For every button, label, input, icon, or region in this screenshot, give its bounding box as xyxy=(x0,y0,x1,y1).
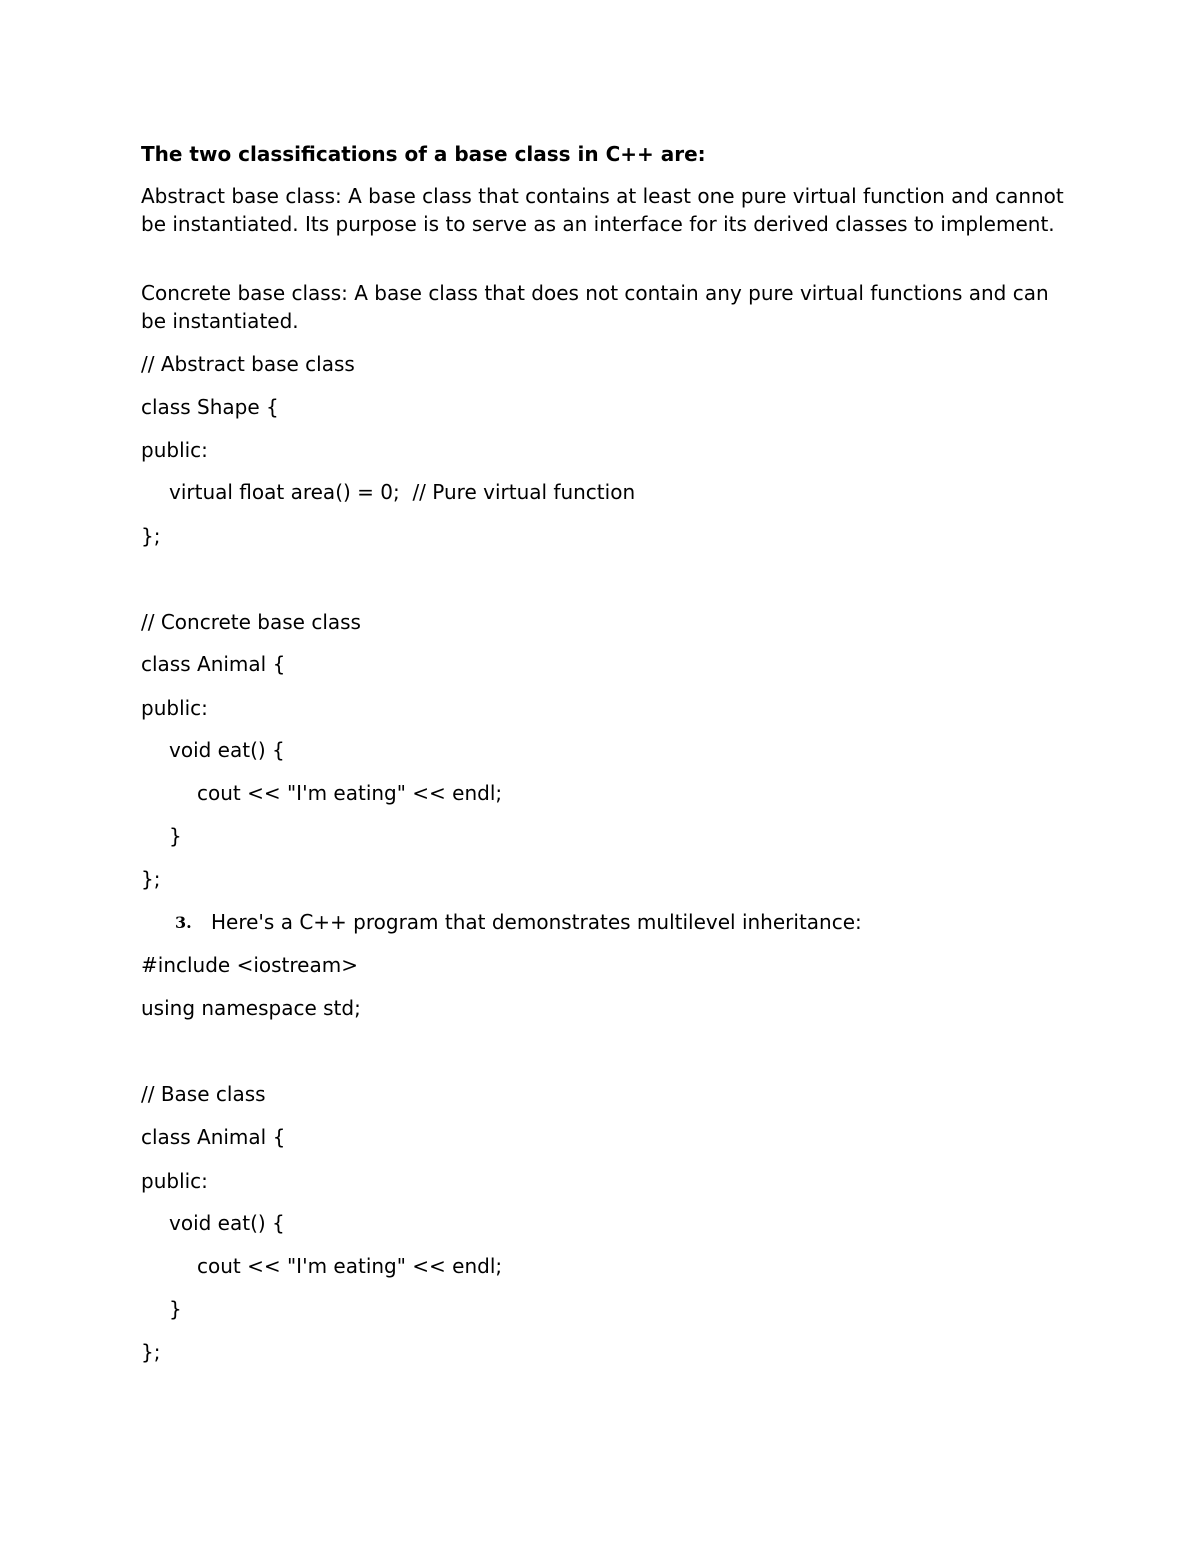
code-line: using namespace std; xyxy=(141,996,361,1020)
code-comment: // Base class xyxy=(141,1082,266,1106)
code-line: public: xyxy=(141,696,208,720)
section-heading: The two classifications of a base class in C++ are: xyxy=(141,142,706,166)
code-line: cout << "I'm eating" << endl; xyxy=(197,1254,503,1278)
code-line: virtual float area() = 0; // Pure virtual function xyxy=(169,480,636,504)
concrete-base-class-paragraph: Concrete base class: A base class that does not contain any pure virtual functions and can be instantiated. xyxy=(141,281,1049,333)
code-line: class Animal { xyxy=(141,1125,286,1149)
code-line: class Animal { xyxy=(141,652,286,676)
list-item-text: Here's a C++ program that demonstrates multilevel inheritance: xyxy=(211,910,862,934)
code-line: }; xyxy=(141,1340,161,1364)
code-comment: // Abstract base class xyxy=(141,352,355,376)
code-line: public: xyxy=(141,1169,208,1193)
code-line: } xyxy=(169,824,182,848)
code-line: class Shape { xyxy=(141,395,279,419)
code-line: void eat() { xyxy=(169,1211,285,1235)
code-line: void eat() { xyxy=(169,738,285,762)
list-number: 3. xyxy=(175,913,192,932)
code-line: cout << "I'm eating" << endl; xyxy=(197,781,503,805)
code-line: }; xyxy=(141,867,161,891)
code-comment: // Concrete base class xyxy=(141,610,361,634)
code-line: #include <iostream> xyxy=(141,953,358,977)
code-line: public: xyxy=(141,438,208,462)
abstract-base-class-paragraph: Abstract base class: A base class that contains at least one pure virtual function and cannot be instantiated. Its purpose is to serve as an interface for its derived classes to implement. xyxy=(141,184,1064,236)
code-line: } xyxy=(169,1297,182,1321)
code-line: }; xyxy=(141,524,161,548)
